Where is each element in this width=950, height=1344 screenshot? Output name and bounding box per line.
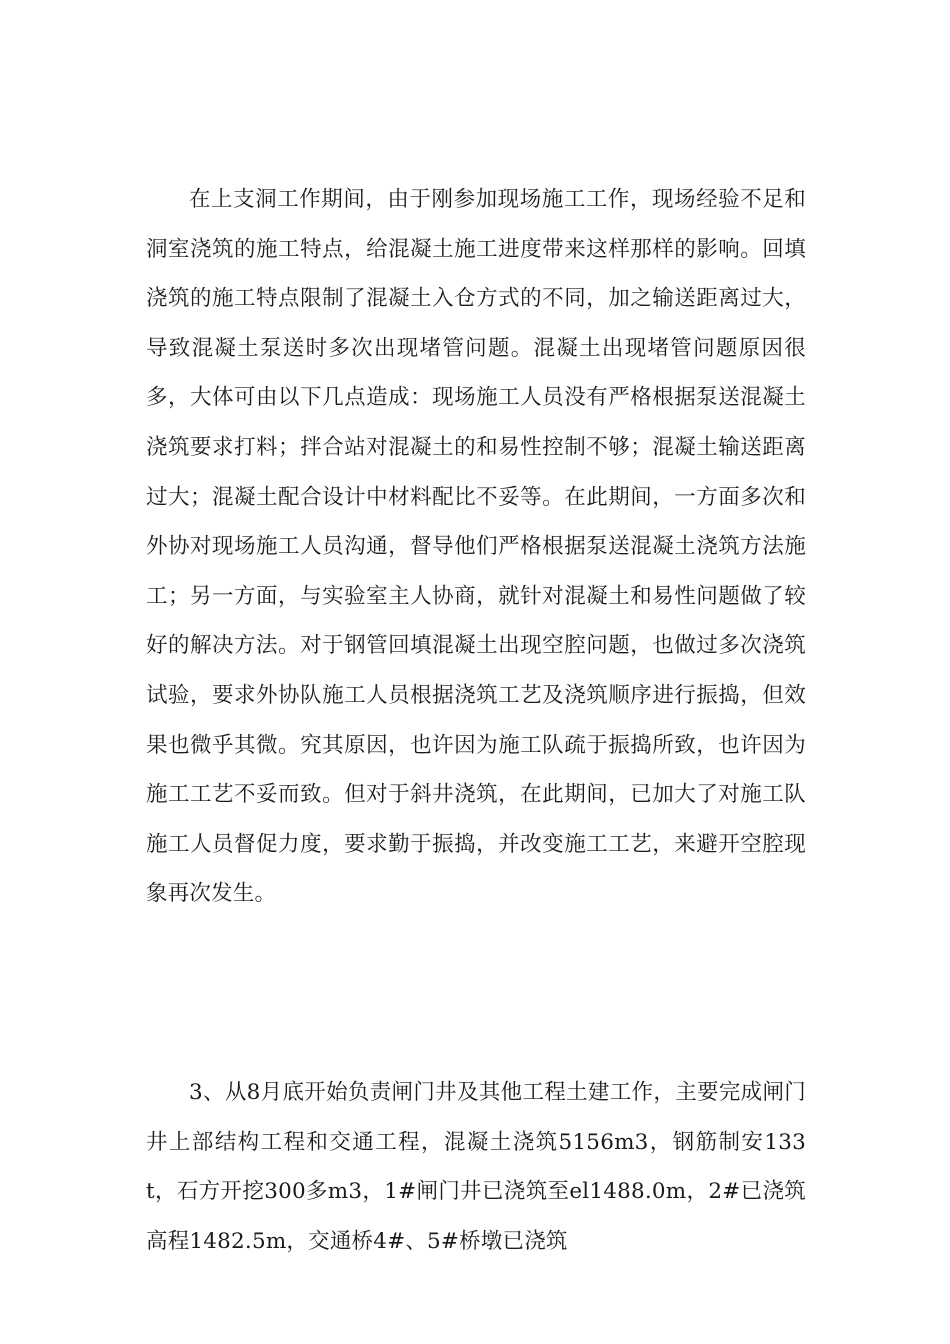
body-paragraph: 3、从8月底开始负责闸门井及其他工程土建工作，主要完成闸门井上部结构工程和交通工程，混凝土浇筑5156m3，钢筋制安133t，石方开挖300多m3，1#闸门井已浇筑至el1488.0m，2#已浇筑高程1482.5m，交通桥4#、5#桥墩已浇筑 <box>146 1080 806 1254</box>
body-paragraph: 在上支洞工作期间，由于刚参加现场施工工作，现场经验不足和洞室浇筑的施工特点，给混凝土施工进度带来这样那样的影响。回填浇筑的施工特点限制了混凝土入仓方式的不同，加之输送距离过大，导致混凝土泵送时多次出现堵管问题。混凝土出现堵管问题原因很多，大体可由以下几点造成：现场施工人员没有严格根据泵送混凝土浇筑要求打料；拌合站对混凝土的和易性控制不够；混凝土输送距离过大；混凝土配合设计中材料配比不妥等。在此期间，一方面多次和外协对现场施工人员沟通，督导他们严格根据泵送混凝土浇筑方法施工；另一方面，与实验室主人协商，就针对混凝土和易性问题做了较好的解决方法。对于钢管回填混凝土出现空腔问题，也做过多次浇筑试验，要求外协队施工人员根据浇筑工艺及浇筑顺序进行振捣，但效果也微乎其微。究其原因，也许因为施工队疏于振捣所致，也许因为施工工艺不妥而致。但对于斜井浇筑，在此期间，已加大了对施工队施工人员督促力度，要求勤于振捣，并改变施工工艺，来避开空腔现象再次发生。 <box>146 187 806 907</box>
